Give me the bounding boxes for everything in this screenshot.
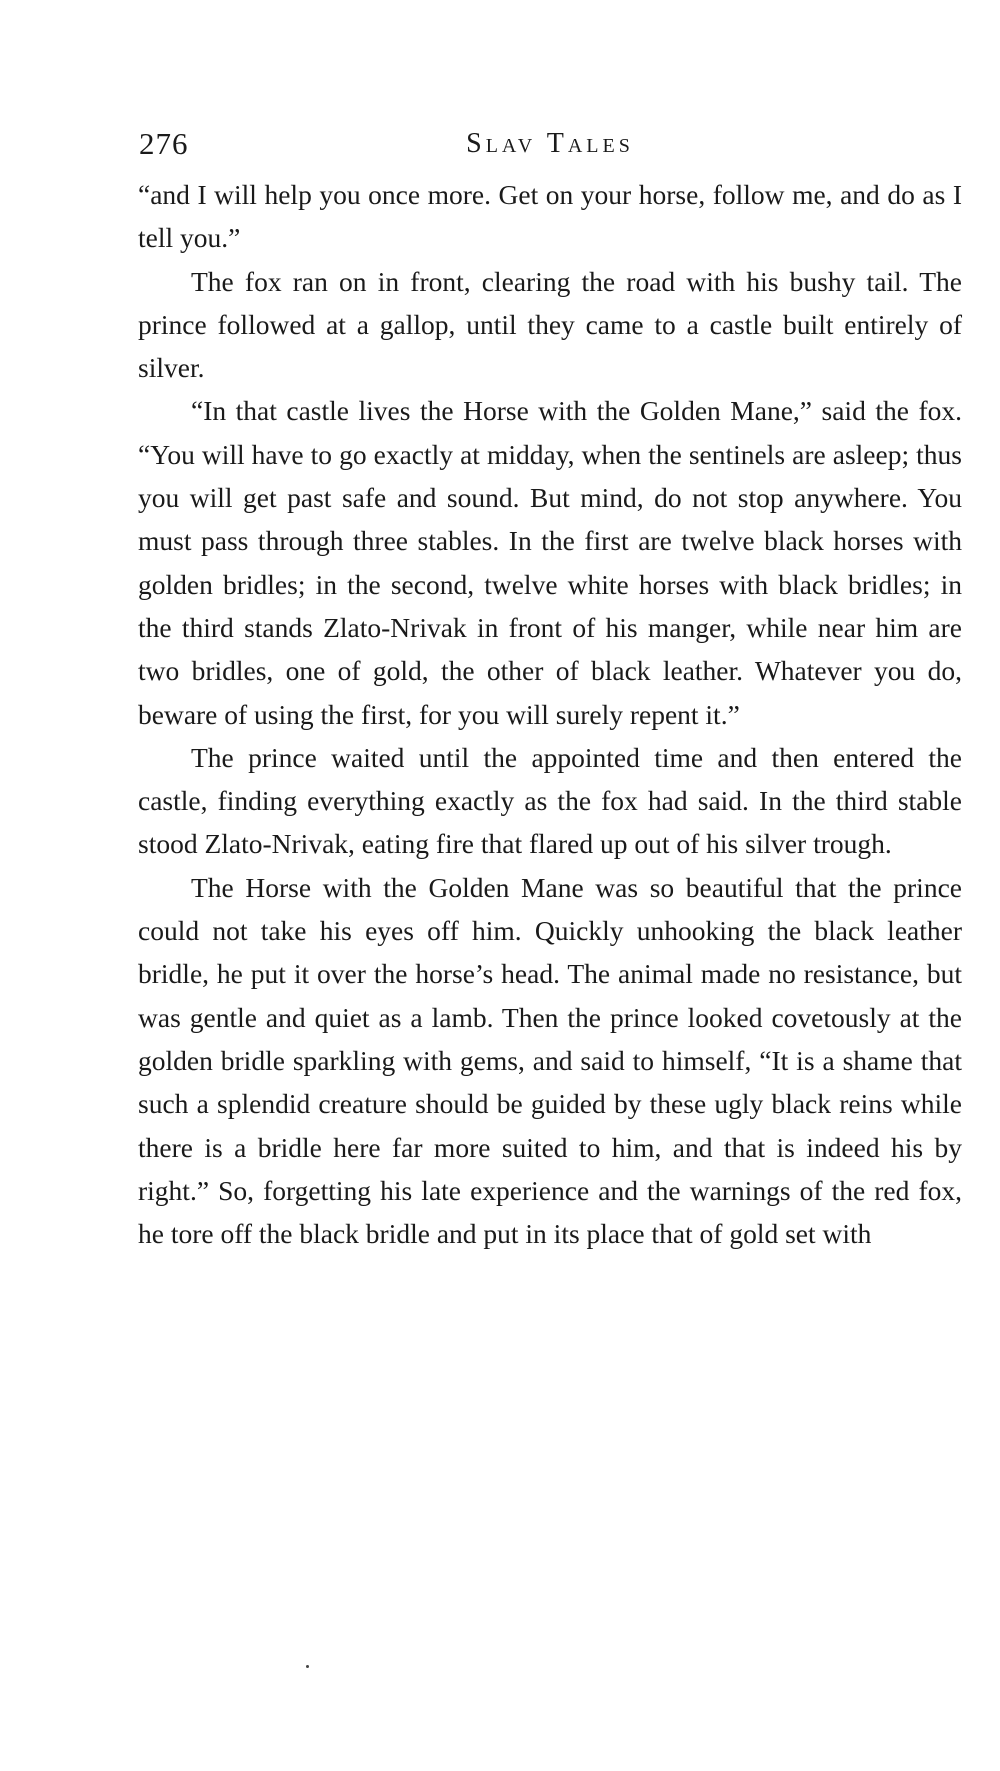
paragraph: The Horse with the Golden Mane was so beautiful that the prince could not take his eyes off him. Quickly unhooking the black leather bridle, he put it over the horse’s head. The animal made no resistance, but was gentle and quiet as a lamb. Then the prince looked covetously at the golden bridle sparkling with gems, and said to himself, “It is a shame that such a splendid creature should be guided by these ugly black reins while there is a bridle here far more suited to him, and that is indeed his by right.” So, forgetting his late experience and the warnings of the red fox, he tore off the black bridle and put in its place that of gold set with xyxy=(138,871,962,1250)
running-head xyxy=(138,126,962,170)
book-page xyxy=(138,126,962,1255)
paragraph: “In that castle lives the Horse with the Golden Mane,” said the fox. “You will have to go exactly at midday, when the sentinels are asleep; thus you will get past safe and sound. But mind, do not stop anywhere. You must pass through three stables. In the first are twelve black horses with golden bridles; in the second, twelve white horses with black bridles; in the third stands Zlato-Nrivak in front of his manger, while near him are two bridles, one of gold, the other of black leather. Whatever you do, beware of using the first, for you will surely repent it.” xyxy=(138,395,962,730)
page-number: 276 xyxy=(139,126,189,161)
paragraph-continuation: “and I will help you once more. Get on your horse, follow me, and do as I tell you.” xyxy=(138,179,962,254)
paragraph: The prince waited until the appointed time and then entered the castle, finding everything exactly as the fox had said. In the third stable stood Zlato-Nrivak, eating fire that flared up out of his silver trough. xyxy=(138,741,962,860)
body-text xyxy=(138,173,962,1255)
paragraph: The fox ran on in front, clearing the road with his bushy tail. The prince followed at a gallop, until they came to a castle built entirely of silver. xyxy=(138,265,962,384)
running-title: Slav Tales xyxy=(466,128,634,159)
print-speck xyxy=(306,1665,309,1668)
